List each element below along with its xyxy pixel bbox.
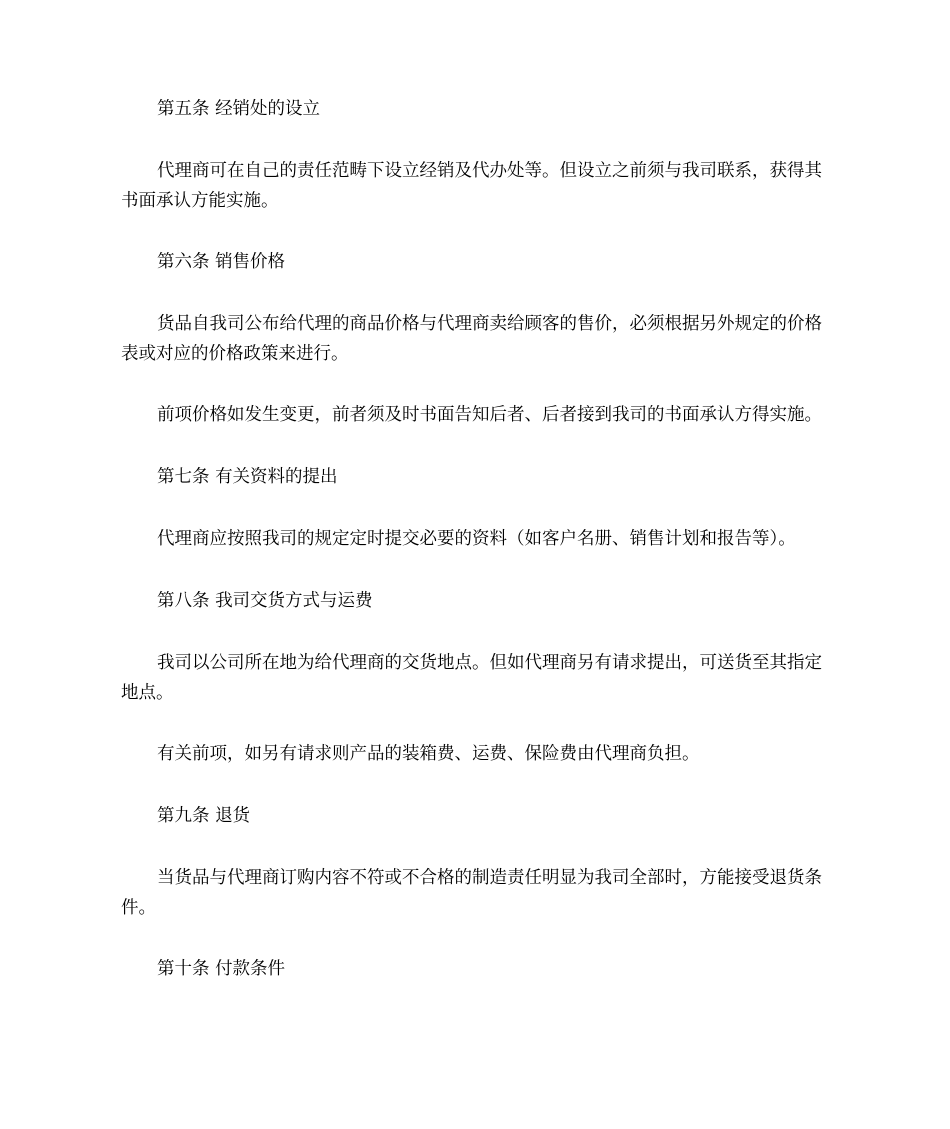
article-6-heading: 第六条 销售价格	[157, 252, 286, 272]
article-9-heading: 第九条 退货	[157, 806, 251, 826]
article-8-paragraph-1: 我司以公司所在地为给代理商的交货地点。但如代理商另有请求提出，可送货至其指定地点。	[121, 653, 822, 703]
article-5-heading: 第五条 经销处的设立	[157, 99, 321, 119]
article-7-heading: 第七条 有关资料的提出	[157, 467, 338, 487]
article-8-heading: 第八条 我司交货方式与运费	[157, 591, 373, 611]
article-7-paragraph: 代理商应按照我司的规定定时提交必要的资料（如客户名册、销售计划和报告等）。	[157, 529, 796, 549]
article-8-paragraph-2: 有关前项，如另有请求则产品的装箱费、运费、保险费由代理商负担。	[157, 744, 700, 764]
article-10-heading: 第十条 付款条件	[157, 959, 286, 979]
article-9-paragraph: 当货品与代理商订购内容不符或不合格的制造责任明显为我司全部时，方能接受退货条件。	[121, 868, 822, 918]
article-6-paragraph-2: 前项价格如发生变更，前者须及时书面告知后者、后者接到我司的书面承认方得实施。	[157, 405, 822, 425]
article-5-paragraph: 代理商可在自己的责任范畴下设立经销及代办处等。但设立之前须与我司联系，获得其书面承认方能实施。	[121, 161, 822, 211]
article-6-paragraph-1: 货品自我司公布给代理的商品价格与代理商卖给顾客的售价，必须根据另外规定的价格表或对应的价格政策来进行。	[121, 314, 822, 364]
